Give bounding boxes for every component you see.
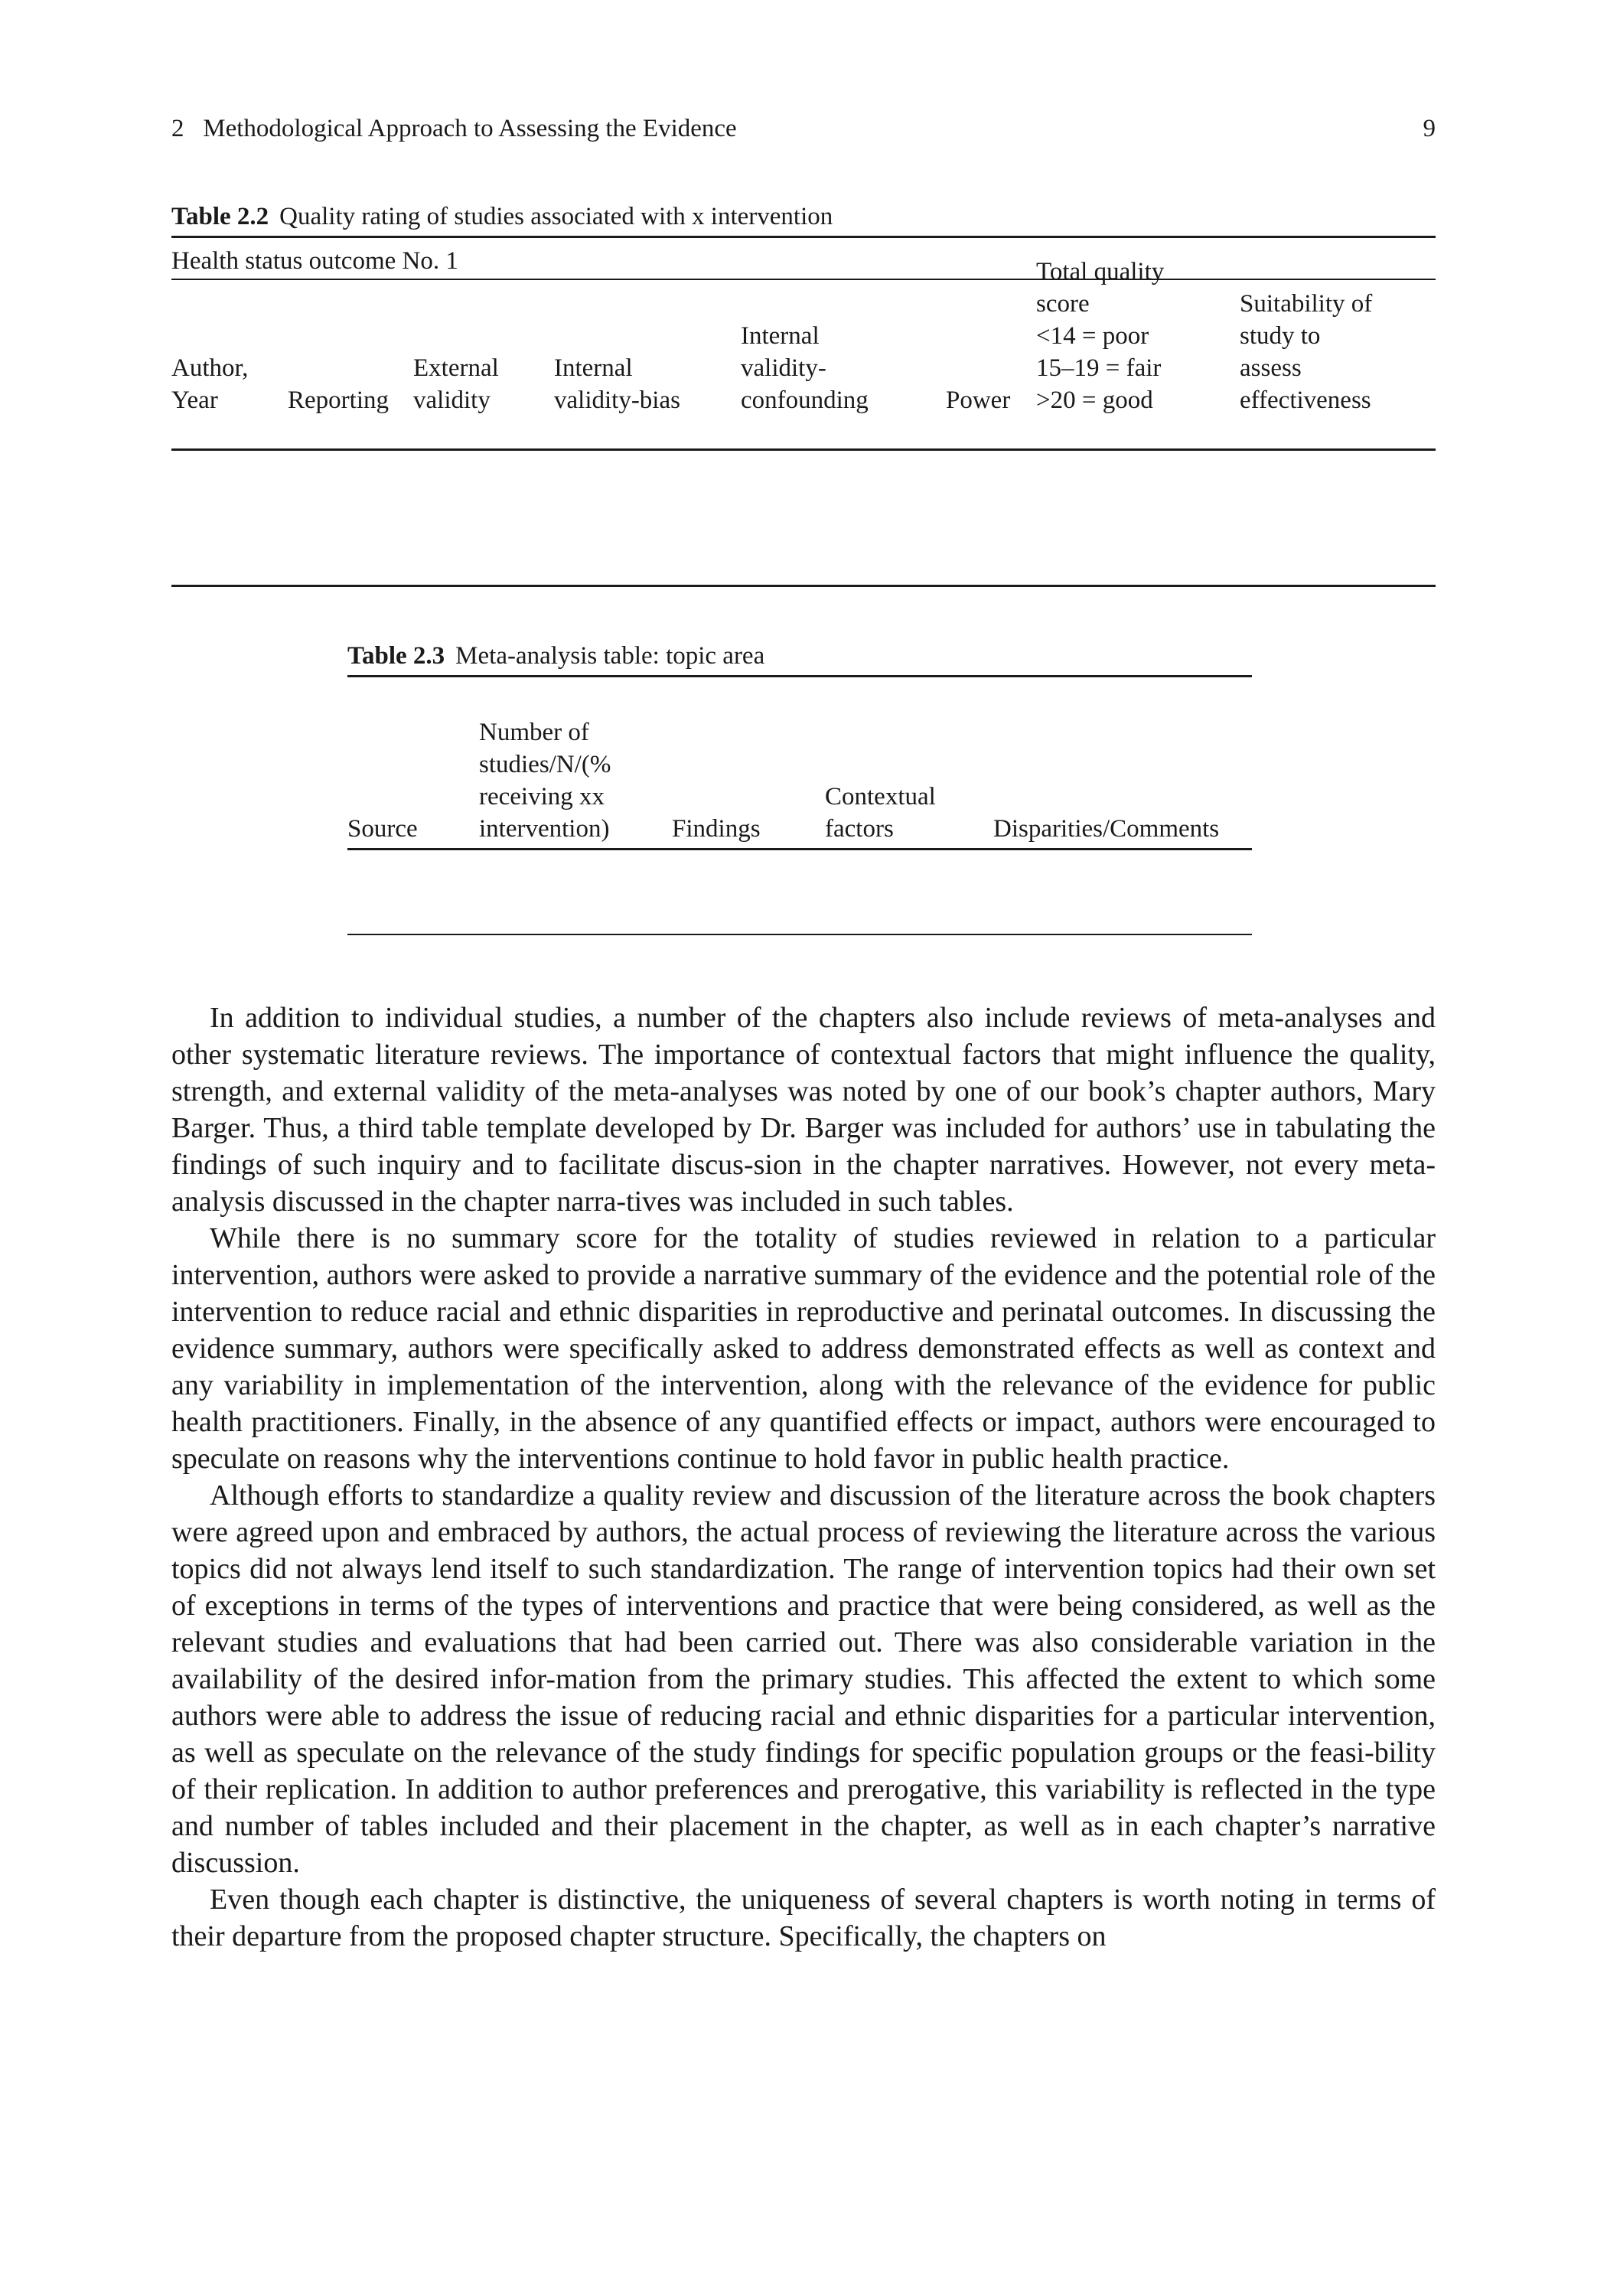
table-label: Table 2.2 [171,203,269,230]
paragraph: Although efforts to standardize a quality review and discussion of the literature across the book chapters were agreed upon and embraced by authors, the actual process of reviewing the literature across the various topics did not always lend itself to such standardization. The range of intervention topics had their own set of exceptions in terms of the types of interventions and practice that were being considered, as well as the relevant studies and evaluations that had been carried out. There was also considerable variation in the availability of the desired infor-mation from the primary studies. This affected the extent to which some authors were able to address the issue of reducing racial and ethnic disparities for a particular intervention, as well as speculate on the relevance of the study findings for specific population groups or the feasi-bility of their replication. In addition to author preferences and prerogative, this variability is reflected in the type and number of tables included and their placement in the chapter, as well as in each chapter’s narrative discussion. [171,1479,1436,1879]
column-header-line: confounding [741,386,869,414]
paragraph: While there is no summary score for the totality of studies reviewed in relation to a particular intervention, authors were asked to provide a narrative summary of the evidence and the potential role of the intervention to reduce racial and ethnic disparities in reproductive and perinatal outcomes. In discussing the evidence summary, authors were specifically asked to address demonstrated effects as well as context and any variability in implementation of the intervention, along with the relevance of the evidence for public health practitioners. Finally, in the absence of any quantified effects or impact, authors were encouraged to speculate on reasons why the interventions continue to hold favor in public health practice. [171,1222,1436,1475]
column-header [554,165,680,416]
column-header-line: receiving xx [479,783,605,810]
column-header-line: 15–19 = fair [1036,354,1162,382]
page-number: 9 [1423,115,1436,142]
table-label: Table 2.3 [347,642,445,670]
paragraph: Even though each chapter is distinctive, the uniqueness of several chapters is worth noting in terms of their departure from the proposed chapter structure. Specifically, the chapters on [171,1883,1436,1952]
column-header [946,165,1010,416]
column-header-line: External [413,354,499,382]
column-header-line: Contextual [825,783,936,810]
column-header-line: Internal [554,354,633,382]
column-header [347,681,418,845]
column-header [1036,165,1164,416]
column-header [479,681,611,845]
table-2-2 [171,201,1436,591]
column-header [741,165,869,416]
column-header [993,681,1219,845]
column-header [672,681,761,845]
column-header-line: >20 = good [1036,386,1153,414]
column-header-line: <14 = poor [1036,322,1149,350]
column-header-line: validity [413,386,491,414]
column-header-line: Findings [672,815,761,843]
column-header-line: Total quality [1036,258,1165,285]
column-header-line: Disparities/Comments [993,815,1220,843]
column-header [413,165,499,416]
column-header-line: Author, [171,354,249,382]
column-header-line: validity- [741,354,826,382]
column-header-line: Number of [479,719,589,746]
book-page [171,0,1436,2296]
paragraph: In addition to individual studies, a number of the chapters also include reviews of meta-analyses and other systematic literature reviews. The importance of contextual factors that might influence the quality, strength, and external validity of the meta-analyses was noted by one of our book’s chapter authors, Mary Barger. Thus, a third table template developed by Dr. Barger was included for authors’ use in tabulating the findings of such inquiry and to facilitate discus-sion in the chapter narratives. However, not every meta-analysis discussed in the chapter narra-tives was included in such tables. [171,1002,1436,1218]
column-header [825,681,936,845]
table-bottom-rule [171,585,1436,587]
column-header-line: intervention) [479,815,610,843]
header-bottom-rule [171,448,1436,451]
column-header-line: study to [1240,322,1321,350]
column-header [288,165,389,416]
table-title: Quality rating of studies associated with x intervention [279,203,833,230]
column-header-line: score [1036,290,1090,318]
table-title: Meta-analysis table: topic area [455,642,765,670]
header-bottom-rule [347,848,1252,850]
table-caption [347,640,764,672]
column-header-line: Internal [741,322,820,350]
table-bottom-rule [347,934,1252,935]
column-header-line: Reporting [288,386,389,414]
chapter-title: 2 Methodological Approach to Assessing the Evidence [171,115,737,142]
column-header-line: Power [946,386,1011,414]
column-header-line: assess [1240,354,1302,382]
column-header-line: factors [825,815,894,843]
body-text [171,1000,1436,1955]
column-header-line: Year [171,386,218,414]
table-2-3 [347,640,1428,946]
column-header [171,165,248,416]
column-header-line: studies/N/(% [479,751,611,778]
column-header [1240,165,1372,416]
table-caption [171,201,833,233]
column-header-line: Suitability of [1240,290,1373,318]
column-header-line: Source [347,815,418,843]
column-header-line: effectiveness [1240,386,1371,414]
column-header-line: validity-bias [554,386,680,414]
table-top-rule [347,675,1252,677]
table-subhead: Health status outcome No. 1 [171,247,458,275]
